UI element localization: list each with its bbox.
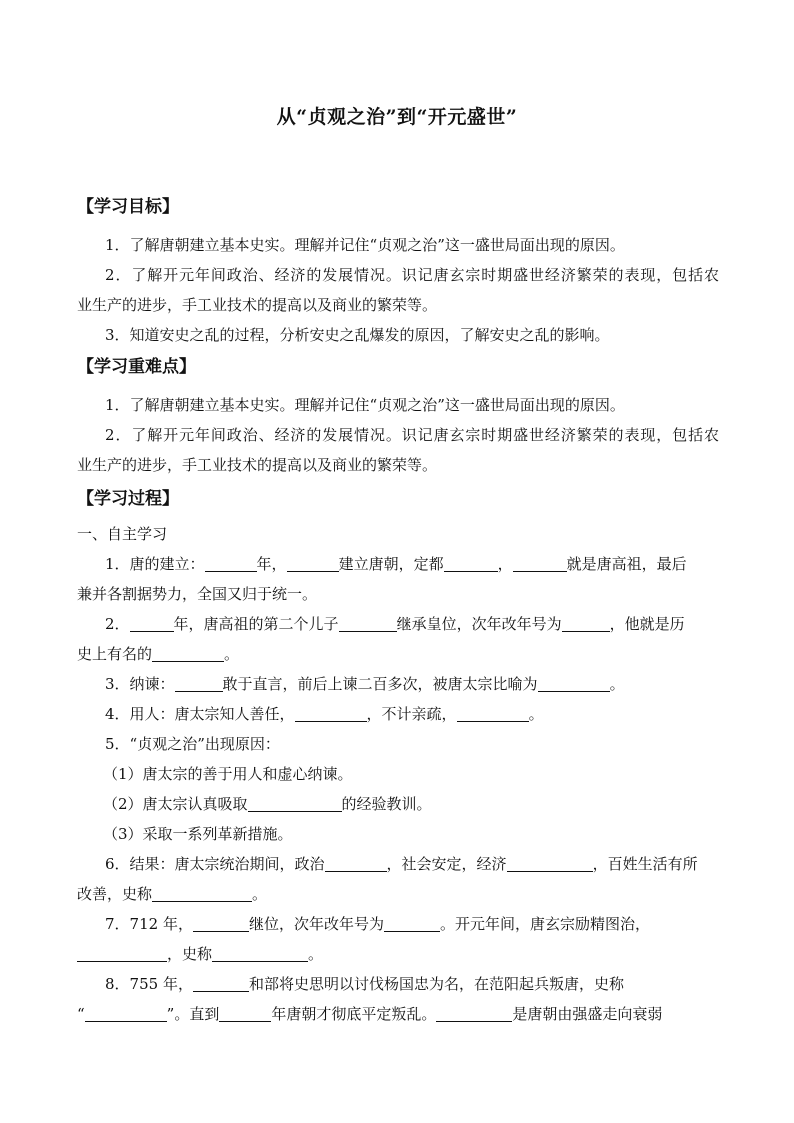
question-5-reason-1: （1）唐太宗的善于用人和虚心纳谏。 (103, 765, 353, 783)
question-5-reason-3: （3）采取一系列革新措施。 (103, 825, 293, 843)
answer-blank[interactable] (513, 555, 567, 572)
answer-blank[interactable] (457, 705, 529, 722)
answer-blank[interactable] (85, 1005, 167, 1022)
answer-blank[interactable] (219, 1005, 271, 1022)
question-3: 3．纳谏： 敢于直言，前后上谏二百多次，被唐太宗比喻为 。 (105, 675, 625, 693)
question-6: 6．结果：唐太宗统治期间，政治 ，社会安定，经济 ，百姓生活有所 (105, 855, 698, 873)
answer-blank[interactable] (152, 645, 224, 662)
question-2-cont: 史上有名的 。 (77, 645, 240, 663)
section-heading-process: 【学习过程】 (77, 489, 179, 509)
question-6-cont: 改善，史称 。 (77, 885, 268, 903)
question-2: 2． 年，唐高祖的第二个儿子 继承皇位，次年改年号为 ，他就是历 (105, 615, 685, 633)
question-1-cont: 兼并各割据势力，全国又归于统一。 (77, 585, 318, 603)
goal-item-2: 2．了解开元年间政治、经济的发展情况。识记唐玄宗时期盛世经济繁荣的表现，包括农 (105, 266, 719, 284)
answer-blank[interactable] (384, 915, 440, 932)
key-point-2-cont: 业生产的进步，手工业技术的提高以及商业的繁荣等。 (77, 456, 438, 474)
answer-blank[interactable] (538, 675, 610, 692)
goal-item-1: 1．了解唐朝建立基本史实。理解并记住“贞观之治”这一盛世局面出现的原因。 (105, 236, 625, 254)
key-point-2: 2．了解开元年间政治、经济的发展情况。识记唐玄宗时期盛世经济繁荣的表现，包括农 (105, 426, 719, 444)
answer-blank[interactable] (205, 555, 257, 572)
question-8-cont: “ ”。直到 年唐朝才彻底平定叛乱。 是唐朝由强盛走向衰弱 (77, 1005, 663, 1023)
question-8: 8．755 年， 和部将史思明以讨伐杨国忠为名，在范阳起兵叛唐，史称 (105, 975, 624, 993)
answer-blank[interactable] (193, 975, 249, 992)
answer-blank[interactable] (248, 795, 342, 812)
answer-blank[interactable] (287, 555, 339, 572)
answer-blank[interactable] (436, 1005, 512, 1022)
self-study-label: 一、自主学习 (77, 525, 168, 543)
question-7-cont: ，史称 。 (77, 943, 719, 964)
question-1: 1．唐的建立： 年， 建立唐朝，定都 ， 就是唐高祖，最后 (105, 555, 687, 573)
answer-blank[interactable] (339, 615, 397, 632)
answer-blank[interactable] (295, 705, 367, 722)
question-7: 7．712 年， 继位，次年改年号为 。开元年间，唐玄宗励精图治， (105, 915, 650, 933)
goal-item-2-cont: 业生产的进步，手工业技术的提高以及商业的繁荣等。 (77, 296, 438, 314)
answer-blank[interactable] (175, 675, 223, 692)
answer-blank[interactable] (152, 885, 252, 902)
question-5: 5．“贞观之治”出现原因： (105, 735, 280, 753)
answer-blank[interactable] (562, 615, 610, 632)
answer-blank[interactable] (325, 855, 387, 872)
question-5-reason-2: （2）唐太宗认真吸取 的经验教训。 (103, 795, 432, 813)
answer-blank[interactable] (444, 555, 498, 572)
answer-blank[interactable] (507, 855, 593, 872)
section-heading-key-points: 【学习重难点】 (77, 357, 196, 377)
page-title: 从“贞观之治”到“开元盛世” (276, 106, 518, 128)
question-4: 4．用人：唐太宗知人善任， ，不计亲疏， 。 (105, 705, 544, 723)
section-heading-goals: 【学习目标】 (77, 197, 179, 217)
answer-blank[interactable] (212, 945, 308, 962)
answer-blank[interactable] (193, 915, 249, 932)
answer-blank[interactable] (77, 945, 167, 962)
key-point-1: 1．了解唐朝建立基本史实。理解并记住“贞观之治”这一盛世局面出现的原因。 (105, 396, 625, 414)
answer-blank[interactable] (130, 615, 174, 632)
goal-item-3: 3．知道安史之乱的过程，分析安史之乱爆发的原因，了解安史之乱的影响。 (105, 326, 610, 344)
